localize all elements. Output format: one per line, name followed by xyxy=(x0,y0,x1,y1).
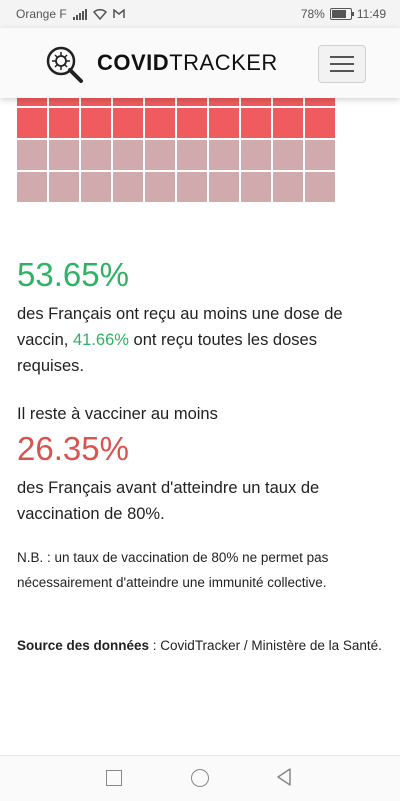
waffle-cell-remaining xyxy=(305,172,335,202)
waffle-cell-remaining xyxy=(81,172,111,202)
gmail-icon xyxy=(113,9,125,19)
waffle-cell-remaining xyxy=(177,140,207,170)
waffle-cell-vaccinated xyxy=(273,108,303,138)
full-dose-percent: 41.66% xyxy=(72,331,129,349)
square-recents-icon[interactable] xyxy=(106,770,122,786)
virus-magnifier-icon[interactable] xyxy=(44,44,84,84)
app-header xyxy=(0,28,400,98)
waffle-cell-remaining xyxy=(241,172,271,202)
source-label: Source des données xyxy=(17,638,150,653)
waffle-cell-remaining xyxy=(145,140,175,170)
full-dose-text: ont reçu toutes les doses requises. xyxy=(17,331,317,375)
waffle-cell-remaining xyxy=(113,140,143,170)
source-line xyxy=(17,633,387,658)
waffle-cell-remaining xyxy=(113,172,143,202)
circle-home-icon[interactable] xyxy=(191,769,209,787)
waffle-cell-remaining xyxy=(49,172,79,202)
waffle-cell-remaining xyxy=(17,172,47,202)
waffle-cell-remaining xyxy=(17,140,47,170)
triangle-back-icon[interactable] xyxy=(276,768,292,786)
remaining-description: des Français avant d'atteindre un taux de vaccination de 80%. xyxy=(17,479,320,523)
remaining-percent: 26.35% xyxy=(17,430,129,467)
signal-icon xyxy=(73,9,87,20)
waffle-cell-remaining xyxy=(177,172,207,202)
clock: 11:49 xyxy=(356,7,386,21)
waffle-cell-vaccinated xyxy=(49,108,79,138)
brand-regular: TRACKER xyxy=(169,50,278,75)
waffle-cell-vaccinated xyxy=(113,108,143,138)
carrier-label: Orange F xyxy=(16,7,67,21)
wifi-icon xyxy=(93,9,107,20)
waffle-cell-remaining xyxy=(49,140,79,170)
waffle-cell-remaining xyxy=(241,140,271,170)
waffle-cell-remaining xyxy=(81,140,111,170)
first-dose-description xyxy=(17,301,387,379)
waffle-cell-remaining xyxy=(145,172,175,202)
waffle-cell-remaining xyxy=(305,140,335,170)
first-dose-text: des Français ont reçu au moins une dose de vaccin, xyxy=(17,305,343,349)
waffle-cell-vaccinated xyxy=(305,108,335,138)
waffle-cell-vaccinated xyxy=(241,108,271,138)
source-text: : CovidTracker / Ministère de la Santé. xyxy=(149,638,382,653)
menu-button[interactable] xyxy=(318,45,366,83)
system-navigation-bar xyxy=(0,755,400,801)
waffle-cell-vaccinated xyxy=(209,108,239,138)
status-bar xyxy=(0,0,400,28)
brand-title[interactable] xyxy=(97,50,278,76)
first-dose-percent: 53.65% xyxy=(17,256,129,293)
battery-icon xyxy=(330,8,352,20)
waffle-cell-remaining xyxy=(273,172,303,202)
remaining-intro: Il reste à vacciner au moins xyxy=(17,405,218,423)
waffle-cell-remaining xyxy=(273,140,303,170)
waffle-cell-remaining xyxy=(209,140,239,170)
waffle-cell-vaccinated xyxy=(17,108,47,138)
brand-bold: COVID xyxy=(97,50,170,75)
waffle-cell-vaccinated xyxy=(177,108,207,138)
waffle-cell-remaining xyxy=(209,172,239,202)
waffle-cell-vaccinated xyxy=(145,108,175,138)
battery-percent: 78% xyxy=(300,7,325,21)
main-content xyxy=(17,255,387,658)
note-text: N.B. : un taux de vaccination de 80% ne permet pas nécessairement d'atteindre une immunité collective. xyxy=(17,550,329,590)
waffle-cell-vaccinated xyxy=(81,108,111,138)
